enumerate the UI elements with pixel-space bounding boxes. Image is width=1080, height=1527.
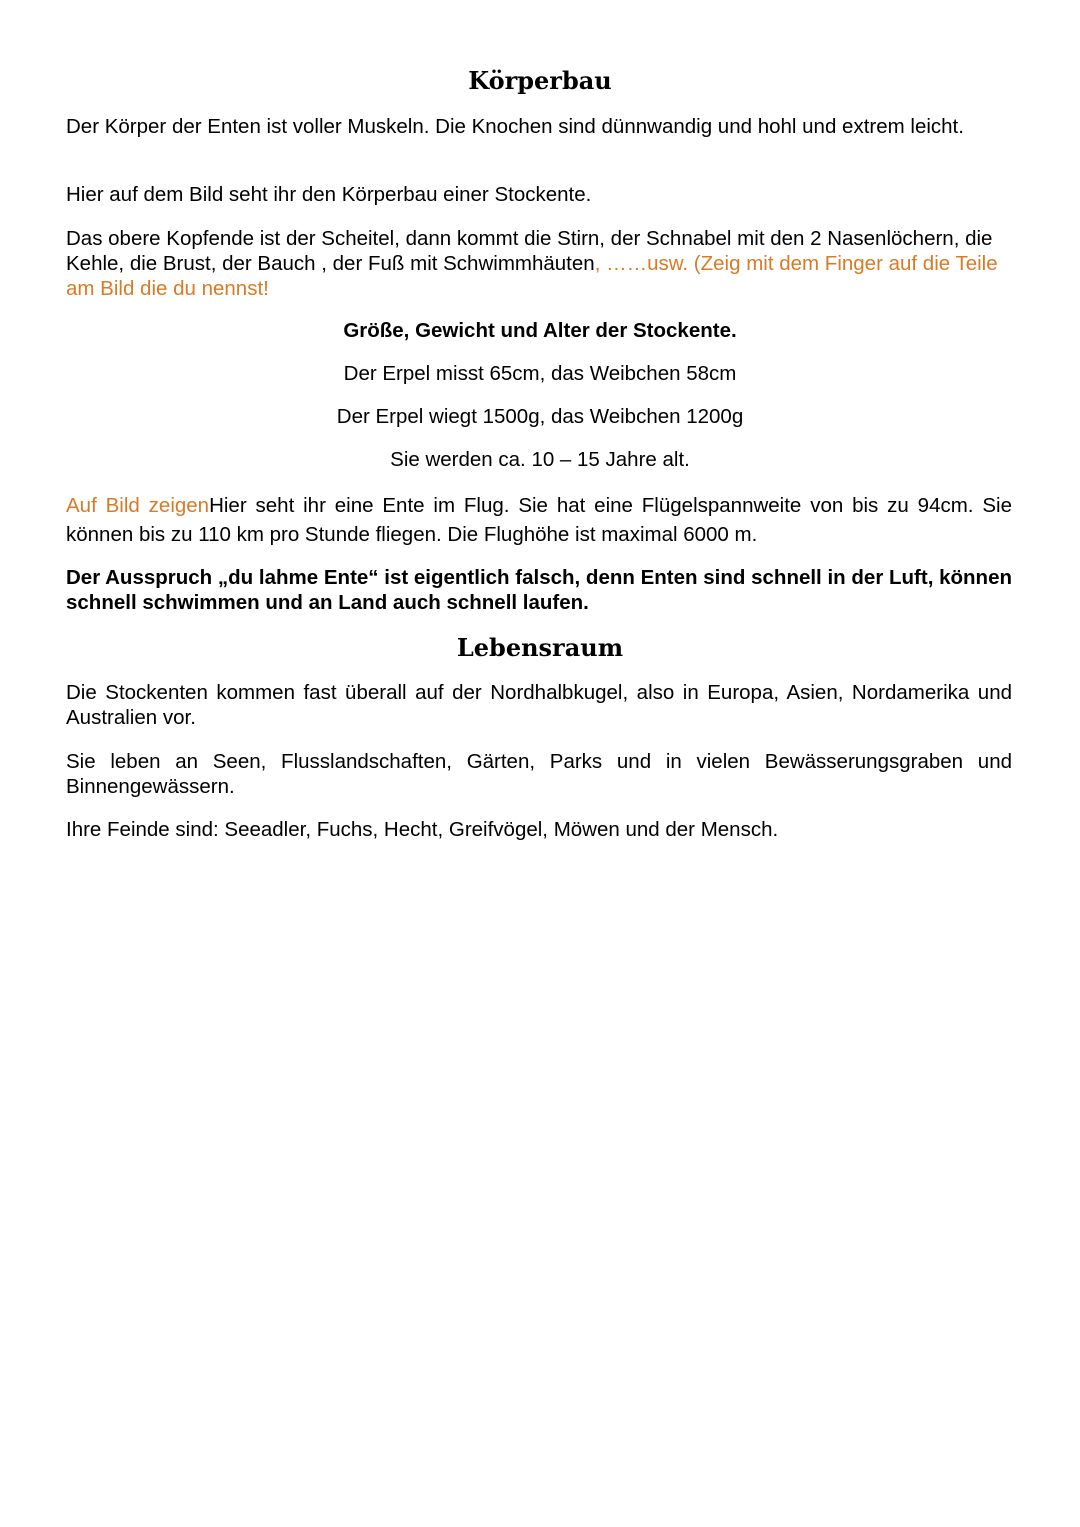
body-parts-text: Das obere Kopfende ist der Scheitel, dann kommt die Stirn, der Schnabel mit den 2 Nasenlöchern, die Kehle, die Brust, der Bauch , der Fuß mit Schwimmhäuten bbox=[66, 227, 993, 275]
paragraph-flight bbox=[66, 491, 1012, 549]
flight-note: Auf Bild zeigen bbox=[66, 494, 210, 517]
section-title-koerperbau: Körperbau bbox=[468, 66, 612, 95]
facts-title: Größe, Gewicht und Alter der Stockente. bbox=[343, 319, 737, 342]
paragraph-habitat: Sie leben an Seen, Flusslandschaften, Gärten, Parks und in vielen Bewässerungsgraben und Binnengewässern. bbox=[66, 750, 1012, 798]
paragraph-distribution: Die Stockenten kommen fast überall auf der Nordhalbkugel, also in Europa, Asien, Nordamerika und Australien vor. bbox=[66, 681, 1012, 729]
fact-size: Der Erpel misst 65cm, das Weibchen 58cm bbox=[343, 362, 737, 385]
teacher-note: , ……usw. (Zeig mit dem Finger auf die Teile am Bild die du nennst! bbox=[66, 252, 998, 300]
paragraph-body-parts bbox=[66, 226, 1012, 301]
fact-weight: Der Erpel wiegt 1500g, das Weibchen 1200g bbox=[336, 405, 744, 428]
paragraph-enemies: Ihre Feinde sind: Seeadler, Fuchs, Hecht, Greifvögel, Möwen und der Mensch. bbox=[66, 818, 779, 841]
paragraph-saying: Der Ausspruch „du lahme Ente“ ist eigentlich falsch, denn Enten sind schnell in der Luft, können schnell schwimmen und an Land auch schnell laufen. bbox=[66, 566, 1012, 614]
flight-text: Hier seht ihr eine Ente im Flug. Sie hat eine Flügelspannweite von bis zu 94cm. Sie können bis zu 110 km pro Stunde fliegen. Die Flughöhe ist maximal 6000 m. bbox=[66, 494, 1012, 546]
fact-age: Sie werden ca. 10 – 15 Jahre alt. bbox=[390, 448, 690, 471]
paragraph-body-structure: Der Körper der Enten ist voller Muskeln. Die Knochen sind dünnwandig und hohl und extrem leicht. bbox=[66, 115, 964, 138]
section-title-lebensraum: Lebensraum bbox=[456, 633, 624, 662]
paragraph-image-intro: Hier auf dem Bild seht ihr den Körperbau einer Stockente. bbox=[66, 183, 592, 206]
